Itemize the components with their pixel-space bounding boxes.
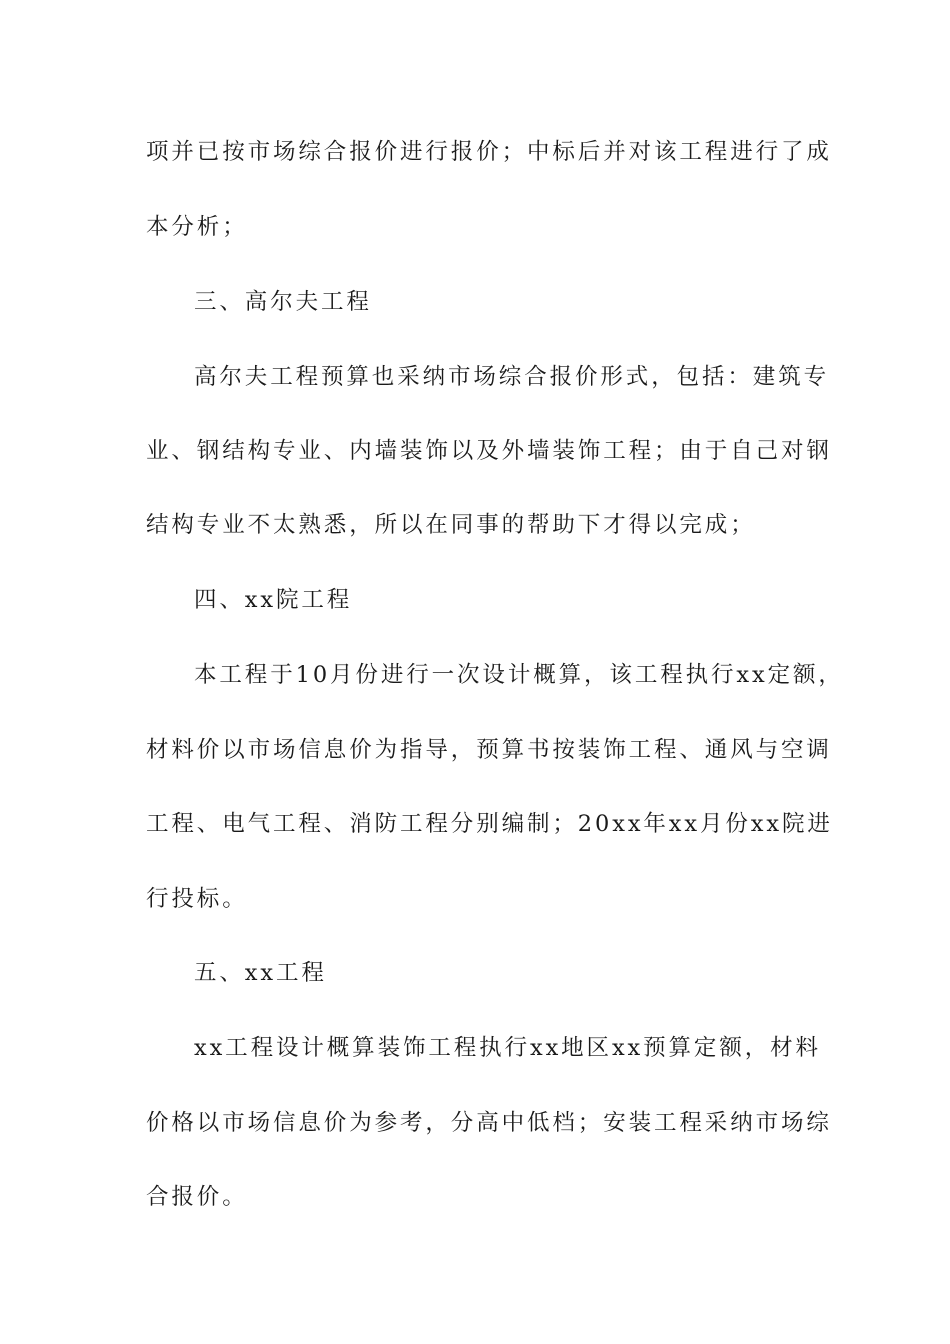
paragraph-line: 项并已按市场综合报价进行报价；中标后并对该工程进行了成 [146, 139, 832, 165]
paragraph-line: xx工程设计概算装饰工程执行xx地区xx预算定额，材料 [194, 1035, 821, 1061]
paragraph-line: 价格以市场信息价为参考，分高中低档；安装工程采纳市场综 [146, 1110, 832, 1136]
section-heading-xx-project: 五、xx工程 [194, 960, 327, 986]
paragraph-line: 行投标。 [146, 886, 248, 912]
paragraph-line: 工程、电气工程、消防工程分别编制；20xx年xx月份xx院进 [146, 811, 833, 837]
paragraph-line: 合报价。 [146, 1184, 248, 1210]
paragraph-line: 本分析； [146, 214, 248, 240]
section-heading-golf: 三、高尔夫工程 [194, 289, 372, 315]
paragraph-line: 结构专业不太熟悉，所以在同事的帮助下才得以完成； [146, 512, 756, 538]
paragraph-line: 业、钢结构专业、内墙装饰以及外墙装饰工程；由于自己对钢 [146, 438, 832, 464]
paragraph-line: 材料价以市场信息价为指导，预算书按装饰工程、通风与空调 [146, 737, 832, 763]
paragraph-line: 高尔夫工程预算也采纳市场综合报价形式，包括：建筑专 [194, 364, 830, 390]
section-heading-hospital: 四、xx院工程 [194, 587, 353, 613]
paragraph-line: 本工程于10月份进行一次设计概算，该工程执行xx定额， [194, 662, 844, 688]
